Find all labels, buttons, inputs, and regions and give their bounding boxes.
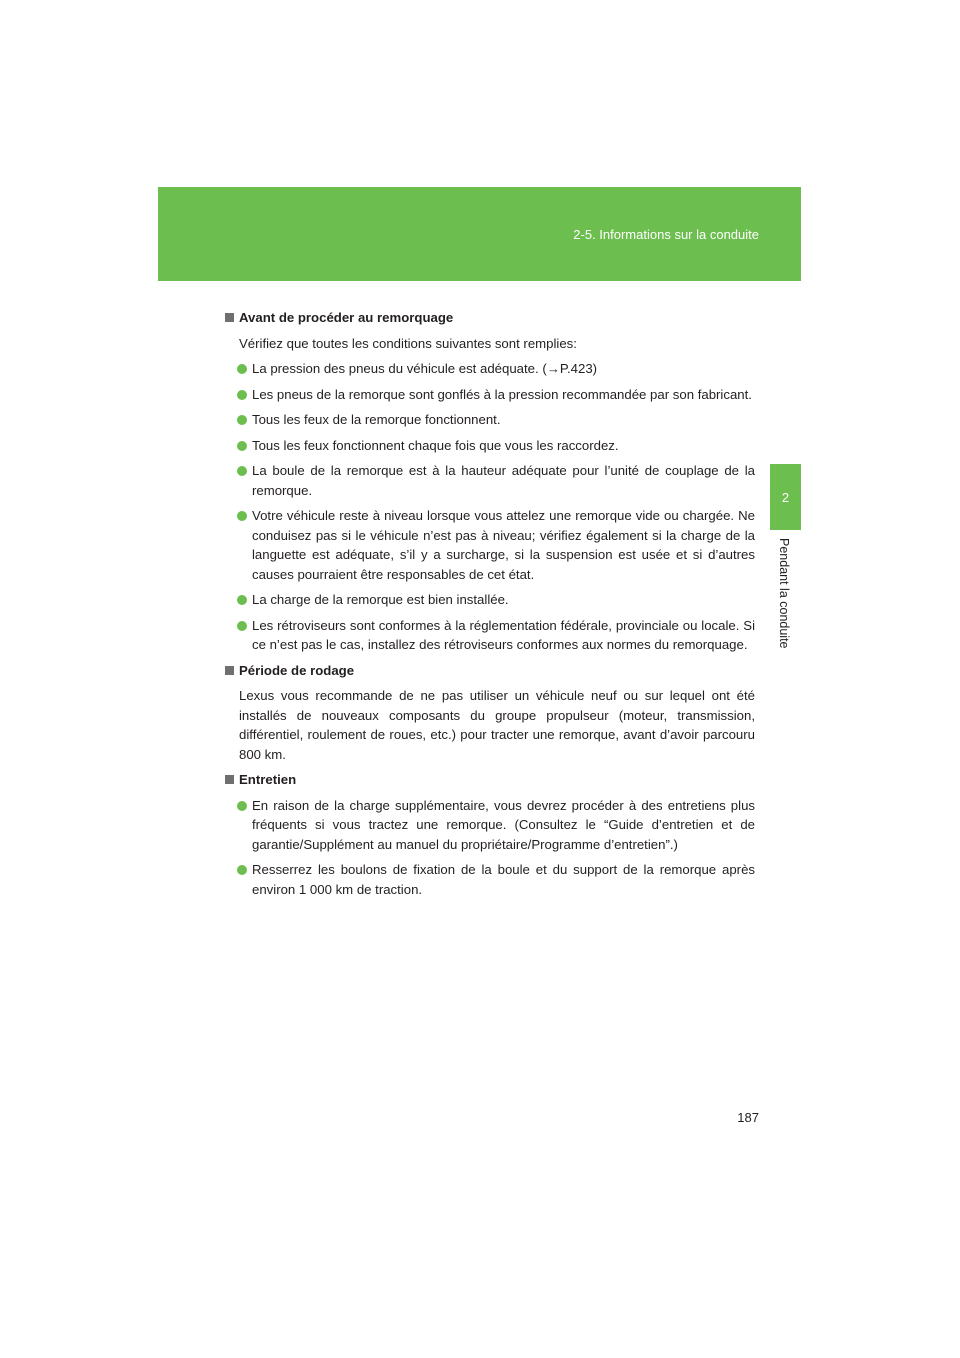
list-item: La boule de la remorque est à la hauteur adéquate pour l’unité de couplage de la remorque. [225,461,755,500]
square-bullet-icon [225,666,234,675]
list-item: Les pneus de la remorque sont gonflés à la pression recommandée par son fabricant. [225,385,755,405]
list-item: En raison de la charge supplémentaire, vous devrez procéder à des entretiens plus fréquents si vous tractez une remorque. (Consultez le “Guide d’entretien et de garantie/Supplément au manuel du propriétaire/Programme d’entretien”.) [225,796,755,855]
square-bullet-icon [225,775,234,784]
bullet-dot-icon [237,415,247,425]
bullet-dot-icon [237,364,247,374]
bullet-dot-icon [237,595,247,605]
section-title: 2-5. Informations sur la conduite [573,227,759,242]
bullet-dot-icon [237,390,247,400]
list-item: Tous les feux fonctionnent chaque fois que vous les raccordez. [225,436,755,456]
chapter-label-container [765,538,805,678]
page-number: 187 [737,1110,759,1125]
section-heading-rodage: Période de rodage [225,661,755,681]
bullet-dot-icon [237,511,247,521]
list-item: La charge de la remorque est bien installée. [225,590,755,610]
chapter-label: Pendant la conduite [777,538,791,649]
square-bullet-icon [225,313,234,322]
main-content [225,308,755,905]
chapter-tab [770,464,801,530]
list-item: Les rétroviseurs sont conformes à la réglementation fédérale, provinciale ou locale. Si ce n’est pas le cas, installez des rétroviseurs conformes aux normes du remorquage. [225,616,755,655]
bullet-dot-icon [237,621,247,631]
list-item: Votre véhicule reste à niveau lorsque vous attelez une remorque vide ou chargée. Ne conduisez pas si le véhicule n’est pas à niveau; vérifiez également si la charge de la languette est adéquate, s’il y a surcharge, si la suspension est usée et si d’autres causes pourraient être responsables de cet état. [225,506,755,584]
list-item: La pression des pneus du véhicule est adéquate. (→P.423) [225,359,755,379]
bullet-dot-icon [237,801,247,811]
chapter-number: 2 [781,490,790,505]
bullet-dot-icon [237,865,247,875]
header-bar [158,187,801,281]
section-intro: Vérifiez que toutes les conditions suivantes sont remplies: [239,335,577,351]
bullet-dot-icon [237,441,247,451]
section-heading-entretien: Entretien [225,770,755,790]
list-item: Resserrez les boulons de fixation de la boule et du support de la remorque après environ 1 000 km de traction. [225,860,755,899]
list-item: Tous les feux de la remorque fonctionnent. [225,410,755,430]
section-heading-remorquage: Avant de procéder au remorquage [225,308,755,328]
bullet-dot-icon [237,466,247,476]
section-paragraph: Lexus vous recommande de ne pas utiliser un véhicule neuf ou sur lequel ont été installés de nouveaux composants du groupe propulseur (moteur, transmission, différentiel, roulement de roues, etc.) pour tracter une remorque, avant d’avoir parcouru 800 km. [239,688,755,762]
